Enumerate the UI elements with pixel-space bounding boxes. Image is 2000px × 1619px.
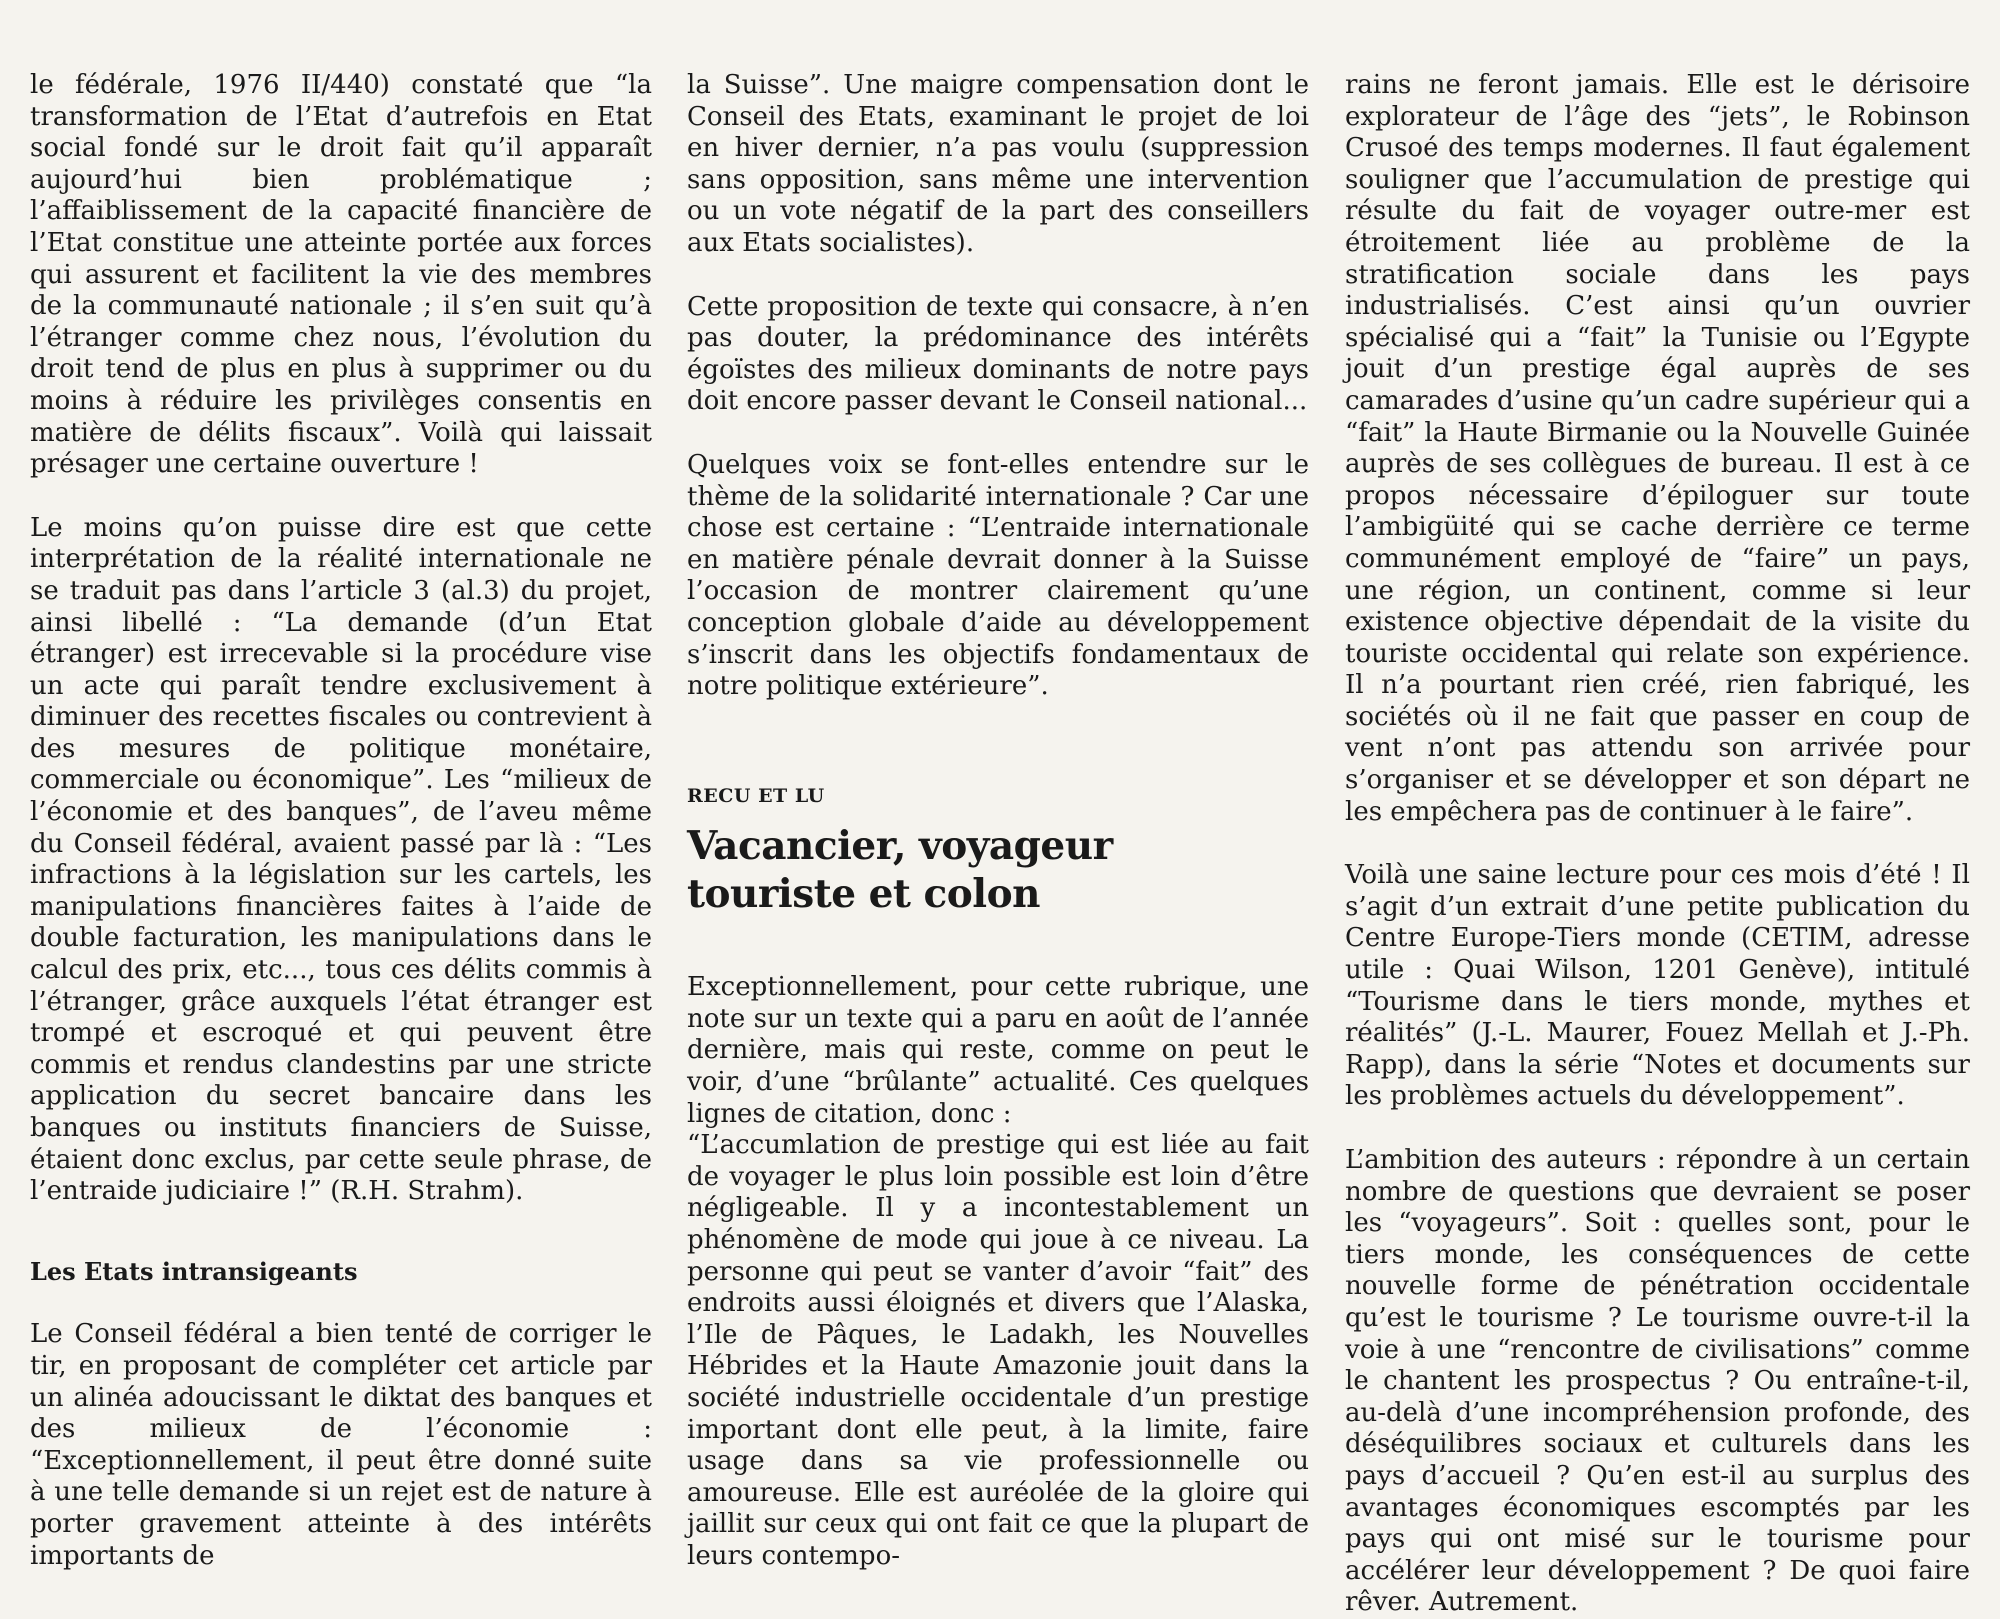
column-2 xyxy=(687,70,1309,1573)
paragraph: le fédérale, 1976 II/440) constaté que “la transformation de l’Etat d’autrefois en Etat social fondé sur le droit fait qu’il apparaît aujourd’hui bien problématique ; l’affaiblissement de la capacité financière de l’Etat constitue une atteinte portée aux forces qui assurent et facilitent la vie des membres de la communauté nationale ; il s’en suit qu’à l’étranger comme chez nous, l’évolution du droit tend de plus en plus à supprimer ou du moins à réduire les privilèges consentis en matière de délits fiscaux”. Voilà qui laissait présager une certaine ouverture ! xyxy=(30,70,652,480)
article-title-line: Vacancier, voyageur xyxy=(687,823,1113,870)
paragraph: la Suisse”. Une maigre compensation dont le Conseil des Etats, examinant le projet de loi en hiver dernier, n’a pas voulu (suppression sans opposition, sans même une intervention ou un vote négatif de la part des conseillers aux Etats socialistes). xyxy=(687,70,1309,258)
paragraph: Quelques voix se font-elles entendre sur le thème de la solidarité internationale ? Car une chose est certaine : “L’entraide internationale en matière pénale devrait donner à la Suisse l’occasion de montrer clairement qu’une conception globale d’aide au développement s’inscrit dans les objectifs fondamentaux de notre politique extérieure”. xyxy=(687,449,1309,702)
column-1 xyxy=(30,70,652,1572)
column-3 xyxy=(1345,70,1970,1619)
paragraph: Voilà une saine lecture pour ces mois d’été ! Il s’agit d’un extrait d’une petite publication du Centre Europe-Tiers monde (CETIM, adresse utile : Quai Wilson, 1201 Genève), intitulé “Tourisme dans le tiers monde, mythes et réalités” (J.-L. Maurer, Fouez Mellah et J.-Ph. Rapp), dans la série “Notes et documents sur les problèmes actuels du développement”. xyxy=(1345,860,1970,1112)
paragraph: Le Conseil fédéral a bien tenté de corriger le tir, en proposant de compléter cet article par un alinéa adoucissant le diktat des banques et des milieux de l’économie : “Exceptionnellement, il peut être donné suite à une telle demande si un rejet est de nature à porter gravement atteinte à des intérêts importants de xyxy=(30,1319,652,1571)
rubric-kicker: RECU ET LU xyxy=(687,784,825,807)
paragraph: Cette proposition de texte qui consacre, à n’en pas douter, la prédominance des intérêts égoïstes des milieux dominants de notre pays doit encore passer devant le Conseil national... xyxy=(687,291,1309,417)
paragraph: L’ambition des auteurs : répondre à un certain nombre de questions que devraient se poser les “voyageurs”. Soit : quelles sont, pour le tiers monde, les conséquences de cette nouvelle forme de pénétration occidentale qu’est le tourisme ? Le tourisme ouvre-t-il la voie à une “rencontre de civilisations” comme le chantent les prospectus ? Ou entraîne-t-il, au-delà d’une incompréhension profonde, des déséquilibres sociaux et culturels dans les pays d’accueil ? Qu’en est-il au surplus des avantages économiques escomptés par les pays qui ont misé sur le tourisme pour accélérer leur développement ? De quoi faire rêver. Autrement. xyxy=(1345,1145,1970,1618)
paragraph: rains ne feront jamais. Elle est le dérisoire explorateur de l’âge des “jets”, le Robinson Crusoé des temps modernes. Il faut également souligner que l’accumulation de prestige qui résulte du fait de voyager outre-mer est étroitement liée au problème de la stratification sociale dans les pays industrialisés. C’est ainsi qu’un ouvrier spécialisé qui a “fait” la Tunisie ou l’Egypte jouit d’un prestige égal auprès de ses camarades d’usine qu’un cadre supérieur qui a “fait” la Haute Birmanie ou la Nouvelle Guinée auprès de ses collègues de bureau. Il est à ce propos nécessaire d’épiloguer sur toute l’ambigüité qui se cache derrière ce terme communément employé de “faire” un pays, une région, un continent, comme si leur existence objective dépendait de la visite du touriste occidental qui relate son expérience. Il n’a pourtant rien créé, rien fabriqué, les sociétés où il ne fait que passer en coup de vent n’ont pas attendu son arrivée pour s’organiser et se développer et son départ ne les empêchera pas de continuer à le faire”. xyxy=(1345,70,1970,827)
article-title-line: touriste et colon xyxy=(687,871,1040,918)
section-subheading: Les Etats intransigeants xyxy=(30,1256,358,1286)
quoted-paragraph: “L’accumlation de prestige qui est liée au fait de voyager le plus loin possible est loin d’être négligeable. Il y a incontestablement un phénomène de mode qui joue à ce niveau. La personne qui peut se vanter d’avoir “fait” des endroits aussi éloignés et divers que l’Alaska, l’Ile de Pâques, le Ladakh, les Nouvelles Hébrides et la Haute Amazonie jouit dans la société industrielle occidentale d’un prestige important dont elle peut, à la limite, faire usage dans sa vie professionnelle ou amoureuse. Elle est auréolée de la gloire qui jaillit sur ceux qui ont fait ce que la plupart de leurs contempo- xyxy=(687,1130,1309,1571)
paragraph: Exceptionnellement, pour cette rubrique, une note sur un texte qui a paru en août de l’année dernière, mais qui reste, comme on peut le voir, d’une “brûlante” actualité. Ces quelques lignes de citation, donc : xyxy=(687,972,1309,1129)
article-title xyxy=(687,822,1309,918)
paragraph: Le moins qu’on puisse dire est que cette interprétation de la réalité internationale ne se traduit pas dans l’article 3 (al.3) du projet, ainsi libellé : “La demande (d’un Etat étranger) est irrecevable si la procédure vise un acte qui paraît tendre exclusivement à diminuer des recettes fiscales ou contrevient à des mesures de politique monétaire, commerciale ou économique”. Les “milieux de l’économie et des banques”, de l’aveu même du Conseil fédéral, avaient passé par là : “Les infractions à la législation sur les cartels, les manipulations financières faites à l’aide de double facturation, les manipulations dans le calcul des prix, etc..., tous ces délits commis à l’étranger, grâce auxquels l’état étranger est trompé et escroqué et qui peuvent être commis et rendus clandestins par une stricte application du secret bancaire dans les banques ou instituts financiers de Suisse, étaient donc exclus, par cette seule phrase, de l’entraide judiciaire !” (R.H. Strahm). xyxy=(30,512,652,1207)
